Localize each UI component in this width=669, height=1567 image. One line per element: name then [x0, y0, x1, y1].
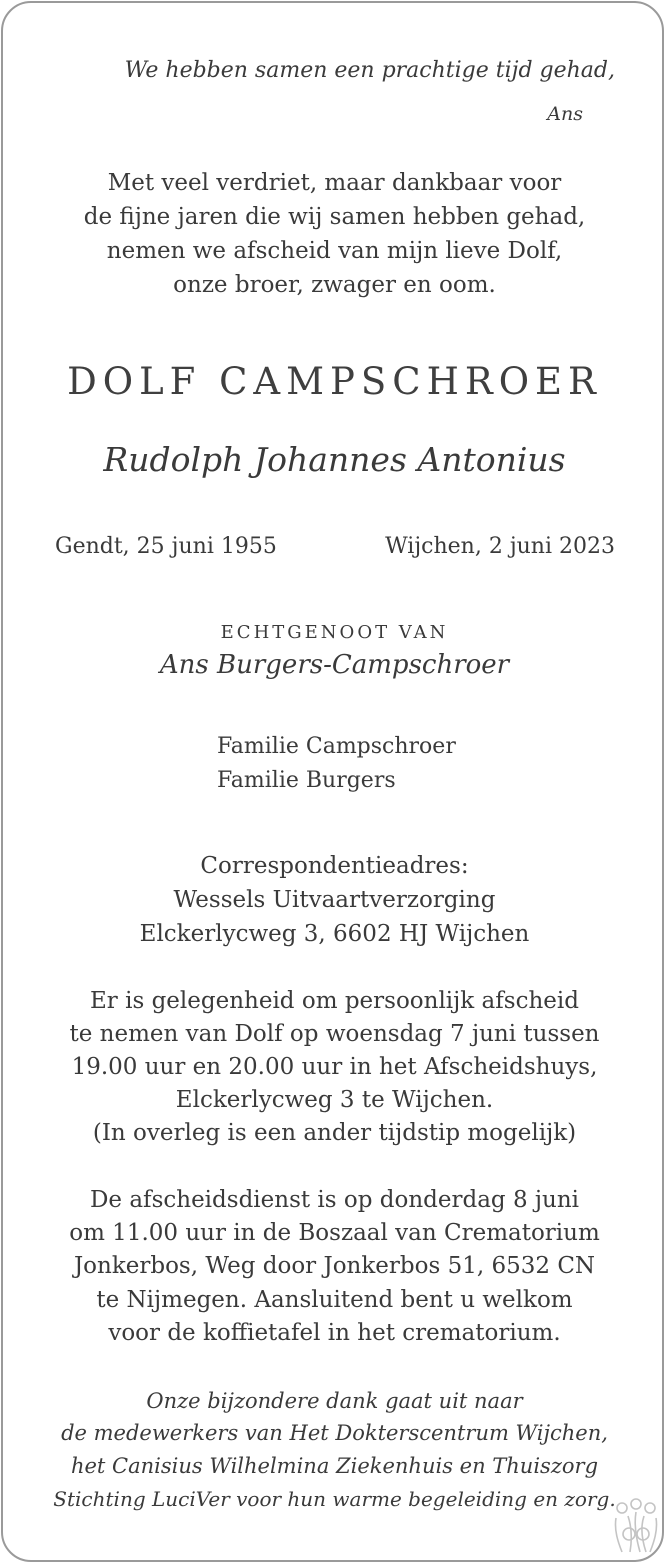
farewell-line: 19.00 uur en 20.00 uur in het Afscheidshuys, — [71, 1054, 598, 1080]
family-line: Familie Campschroer — [217, 734, 456, 759]
address-line: Wessels Uitvaartverzorging — [173, 887, 496, 913]
intro-line: de fijne jaren die wij samen hebben gehad, — [83, 204, 586, 230]
spouse-label: ECHTGENOOT VAN — [220, 622, 449, 643]
spouse-name: Ans Burgers-Campschroer — [159, 650, 510, 680]
quote-signature: Ans — [547, 103, 583, 125]
thanks-line: Onze bijzondere dank gaat uit naar — [146, 1389, 523, 1413]
service-line: voor de koffietafel in het crematorium. — [108, 1320, 561, 1346]
intro-line: nemen we afscheid van mijn lieve Dolf, — [106, 238, 563, 264]
family-line: Familie Burgers — [217, 768, 396, 793]
deceased-name: DOLF CAMPSCHROER — [67, 360, 602, 403]
farewell-line: te nemen van Dolf op woensdag 7 juni tussen — [69, 1021, 600, 1047]
service-line: De afscheidsdienst is op donderdag 8 juni — [89, 1187, 580, 1213]
family-figures-icon — [608, 1494, 662, 1556]
service-line: te Nijmegen. Aansluitend bent u welkom — [96, 1287, 573, 1313]
intro-line: onze broer, zwager en oom. — [173, 272, 496, 298]
service-line: om 11.00 uur in de Boszaal van Crematorium — [69, 1220, 600, 1246]
thanks-line: het Canisius Wilhelmina Ziekenhuis en Thuiszorg — [70, 1454, 599, 1478]
farewell-line: Er is gelegenheid om persoonlijk afscheid — [90, 988, 579, 1014]
intro-line: Met veel verdriet, maar dankbaar voor — [107, 170, 562, 196]
death-date: Wijchen, 2 juni 2023 — [385, 534, 615, 559]
farewell-line: Elckerlycweg 3 te Wijchen. — [175, 1087, 494, 1113]
address-line: Elckerlycweg 3, 6602 HJ Wijchen — [139, 921, 530, 947]
farewell-line: (In overleg is een ander tijdstip mogelijk) — [92, 1120, 577, 1146]
service-line: Jonkerbos, Weg door Jonkerbos 51, 6532 CN — [73, 1253, 596, 1279]
thanks-line: Stichting LuciVer voor hun warme begeleiding en zorg. — [53, 1487, 616, 1511]
birth-date: Gendt, 25 juni 1955 — [55, 534, 277, 559]
address-line: Correspondentieadres: — [200, 853, 469, 879]
deceased-given-names: Rudolph Johannes Antonius — [103, 440, 566, 479]
thanks-line: de medewerkers van Het Dokterscentrum Wijchen, — [61, 1421, 608, 1445]
opening-quote: We hebben samen een prachtige tijd gehad, — [124, 58, 615, 83]
